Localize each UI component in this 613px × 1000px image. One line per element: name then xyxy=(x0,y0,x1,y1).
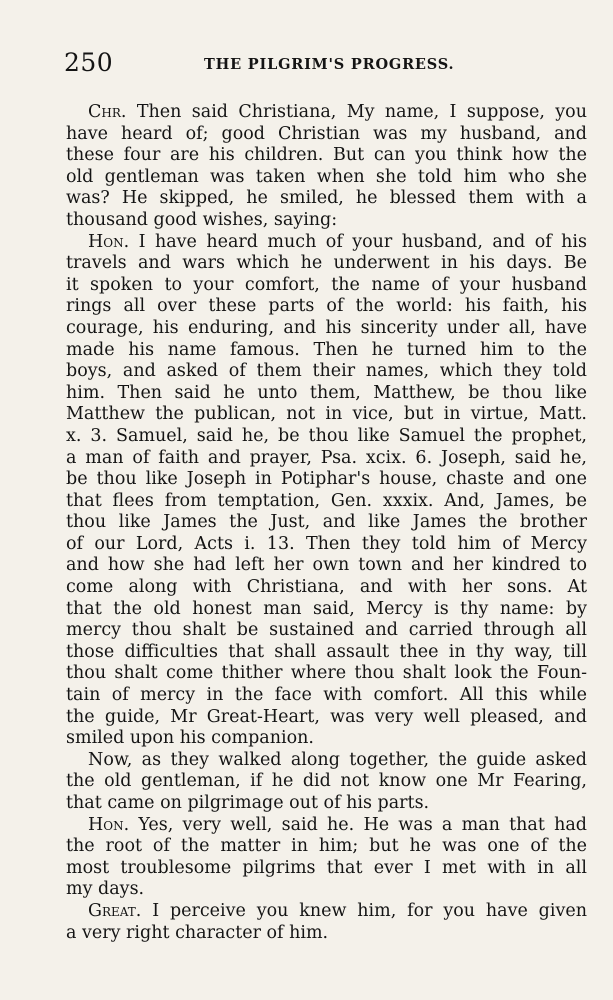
line-text: mercy thou shalt be sustained and carried through all xyxy=(66,620,587,641)
text-line xyxy=(66,361,587,383)
text-line xyxy=(66,663,587,685)
text-line xyxy=(66,167,587,189)
line-text: that flees from temptation, Gen. xxxix. And, James, be xyxy=(66,490,587,511)
line-text: those difficulties that shall assault thee in thy way, till xyxy=(66,641,587,662)
line-text: my days. xyxy=(66,879,145,900)
line-text: that the old honest man said, Mercy is thy name: by xyxy=(66,598,587,619)
text-line xyxy=(66,858,587,880)
line-text: Then said Christiana, My name, I suppose, you xyxy=(126,102,587,122)
text-line xyxy=(66,469,587,491)
text-line xyxy=(66,296,587,318)
line-text: the guide, Mr Great-Heart, was very well pleased, and xyxy=(66,706,587,727)
text-line xyxy=(66,620,587,642)
running-head: THE PILGRIM'S PROGRESS. xyxy=(204,56,455,73)
line-text: Yes, very well, said he. He was a man that had xyxy=(129,814,587,835)
line-text: thou like James the Just, and like James the brother xyxy=(66,512,587,533)
text-line xyxy=(66,577,587,599)
text-line xyxy=(66,232,587,254)
text-line xyxy=(66,901,587,923)
line-text: and how she had left her own town and her kindred to xyxy=(66,555,587,576)
line-text: old gentleman was taken when she told him who she xyxy=(66,166,587,187)
text-line xyxy=(66,275,587,297)
line-text: made his name famous. Then he turned him to the xyxy=(66,339,587,360)
text-line xyxy=(66,879,587,901)
text-line xyxy=(66,124,587,146)
text-line xyxy=(66,815,587,837)
text-line xyxy=(66,512,587,534)
line-text: have heard of; good Christian was my husband, and xyxy=(66,123,587,144)
line-text: thou shalt come thither where thou shalt look the Foun- xyxy=(66,663,587,684)
text-line xyxy=(66,599,587,621)
text-line xyxy=(66,383,587,405)
text-line xyxy=(66,253,587,275)
speaker-name: Great. xyxy=(88,900,142,921)
line-text: a man of faith and prayer, Psa. xcix. 6. Joseph, said he, xyxy=(66,447,587,468)
text-line xyxy=(66,340,587,362)
line-text: was? He skipped, he smiled, he blessed them with a xyxy=(66,188,587,209)
text-line xyxy=(66,685,587,707)
text-line xyxy=(66,728,587,750)
text-line xyxy=(66,836,587,858)
body-text xyxy=(66,102,587,944)
text-line xyxy=(66,534,587,556)
line-text: Matthew the publican, not in vice, but in virtue, Matt. xyxy=(66,404,587,425)
line-text: the old gentleman, if he did not know one Mr Fearing, xyxy=(66,771,587,792)
text-line xyxy=(66,771,587,793)
text-line xyxy=(66,923,587,945)
text-line xyxy=(66,404,587,426)
text-line xyxy=(66,555,587,577)
text-line xyxy=(66,188,587,210)
line-text: tain of mercy in the face with comfort. All this while xyxy=(66,685,587,706)
paragraph xyxy=(66,232,587,750)
speaker-name: Chr. xyxy=(88,102,127,122)
line-text: it spoken to your comfort, the name of your husband xyxy=(66,274,587,295)
line-text: a very right character of him. xyxy=(66,922,329,943)
line-text: travels and wars which he underwent in his days. Be xyxy=(66,253,587,274)
text-line xyxy=(66,318,587,340)
speaker-name: Hon. xyxy=(88,814,130,835)
text-line xyxy=(66,145,587,167)
line-text: be thou like Joseph in Potiphar's house, chaste and one xyxy=(66,469,587,490)
line-text: most troublesome pilgrims that ever I met with in all xyxy=(66,857,587,878)
line-text: the root of the matter in him; but he was one of the xyxy=(66,836,587,857)
line-text: that came on pilgrimage out of his parts. xyxy=(66,793,430,813)
line-text: Now, as they walked along together, the guide asked xyxy=(88,749,587,770)
paragraph xyxy=(66,750,587,815)
text-line xyxy=(66,707,587,729)
line-text: rings all over these parts of the world: his faith, his xyxy=(66,296,587,317)
paragraph xyxy=(66,815,587,901)
line-text: I have heard much of your husband, and of his xyxy=(129,231,587,252)
line-text: come along with Christiana, and with her sons. At xyxy=(66,577,587,598)
line-text: him. Then said he unto them, Matthew, be thou like xyxy=(66,382,587,403)
text-line xyxy=(66,426,587,448)
text-line xyxy=(66,210,587,232)
text-line xyxy=(66,491,587,513)
text-line xyxy=(66,448,587,470)
text-line xyxy=(66,750,587,772)
line-text: these four are his children. But can you think how the xyxy=(66,145,587,166)
line-text: courage, his enduring, and his sincerity under all, have xyxy=(66,317,587,338)
line-text: x. 3. Samuel, said he, be thou like Samuel the prophet, xyxy=(66,425,587,446)
text-line xyxy=(66,793,587,815)
paragraph xyxy=(66,901,587,944)
line-text: of our Lord, Acts i. 13. Then they told him of Mercy xyxy=(66,533,587,554)
text-line xyxy=(66,102,587,124)
line-text: smiled upon his companion. xyxy=(66,728,314,749)
line-text: boys, and asked of them their names, which they told xyxy=(66,361,587,382)
text-line xyxy=(66,642,587,664)
page-header xyxy=(64,46,585,80)
line-text: thousand good wishes, saying: xyxy=(66,209,338,230)
paragraph xyxy=(66,102,587,232)
line-text: I perceive you knew him, for you have given xyxy=(141,900,587,921)
speaker-name: Hon. xyxy=(88,231,130,252)
page-number: 250 xyxy=(64,48,114,77)
